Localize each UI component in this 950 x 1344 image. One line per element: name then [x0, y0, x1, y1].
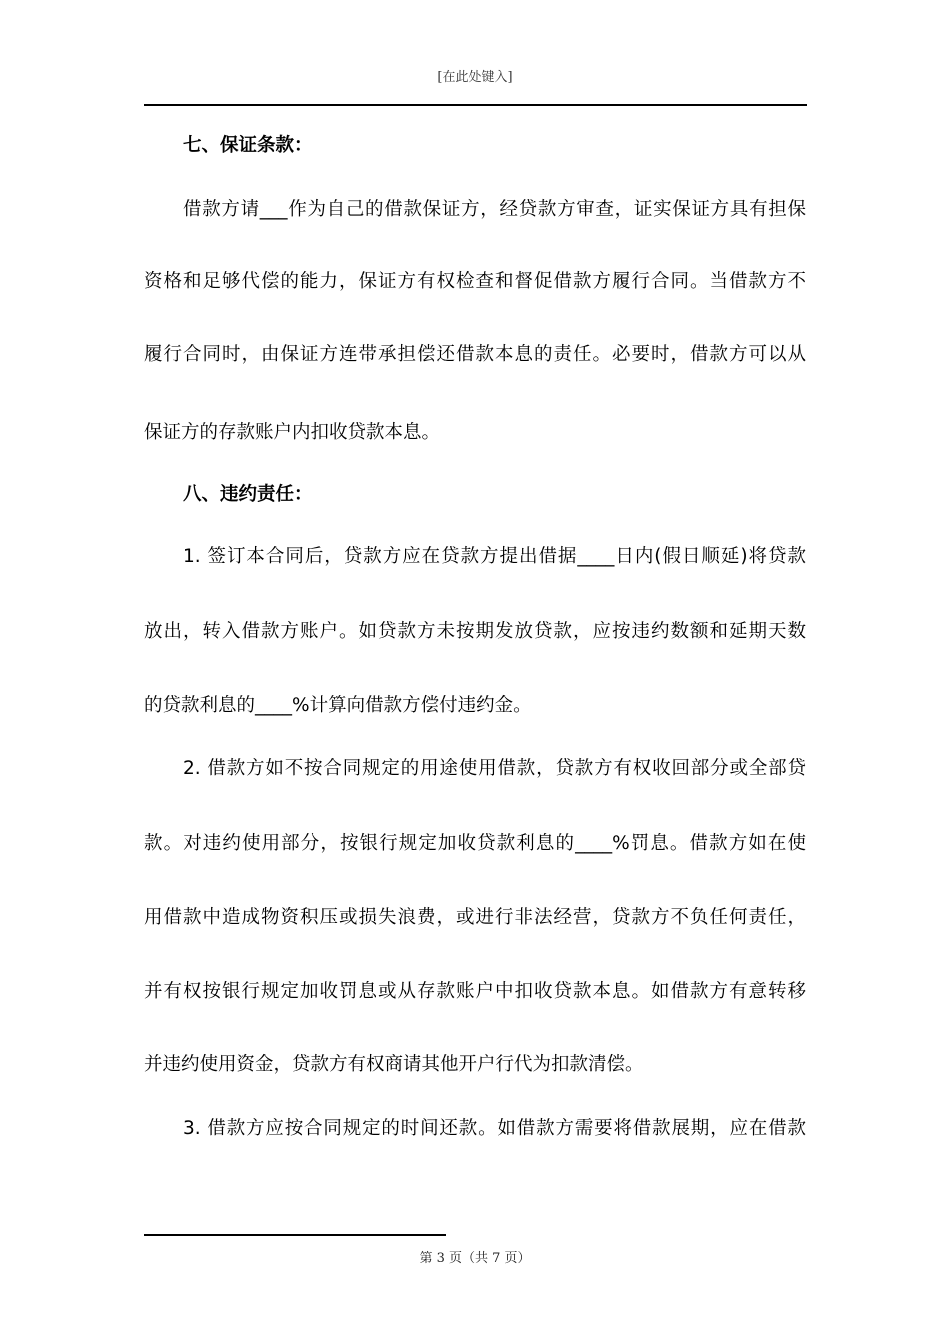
paragraph-line: 放出，转入借款方账户。如贷款方未按期发放贷款，应按违约数额和延期天数 — [144, 621, 806, 642]
paragraph-line: 款。对违约使用部分，按银行规定加收贷款利息的____%罚息。借款方如在使 — [144, 833, 806, 854]
page-number: 第 3 页（共 7 页） — [419, 1251, 531, 1266]
section-8-title: 八、违约责任： — [183, 484, 313, 505]
paragraph-line: 并有权按银行规定加收罚息或从存款账户中扣收贷款本息。如借款方有意转移 — [144, 981, 806, 1002]
paragraph-line: 保证方的存款账户内扣收贷款本息。 — [144, 422, 441, 443]
footer-divider — [144, 1234, 446, 1236]
paragraph-line: 3. 借款方应按合同规定的时间还款。如借款方需要将借款展期，应在借款 — [183, 1118, 806, 1139]
paragraph-line: 用借款中造成物资积压或损失浪费，或进行非法经营，贷款方不负任何责任， — [144, 907, 806, 928]
page-header: [在此处键入] — [437, 70, 513, 85]
paragraph-line: 履行合同时，由保证方连带承担偿还借款本息的责任。必要时，借款方可以从 — [144, 344, 806, 365]
paragraph-line: 的贷款利息的____%计算向借款方偿付违约金。 — [144, 695, 532, 716]
paragraph-line: 2. 借款方如不按合同规定的用途使用借款，贷款方有权收回部分或全部贷 — [183, 758, 806, 779]
paragraph-line: 资格和足够代偿的能力，保证方有权检查和督促借款方履行合同。当借款方不 — [144, 271, 806, 292]
paragraph-line: 借款方请___作为自己的借款保证方，经贷款方审查，证实保证方具有担保 — [183, 199, 806, 220]
paragraph-line: 并违约使用资金，贷款方有权商请其他开户行代为扣款清偿。 — [144, 1054, 644, 1075]
paragraph-line: 1. 签订本合同后，贷款方应在贷款方提出借据____日内(假日顺延)将贷款 — [183, 546, 806, 567]
section-7-title: 七、保证条款： — [183, 135, 313, 156]
